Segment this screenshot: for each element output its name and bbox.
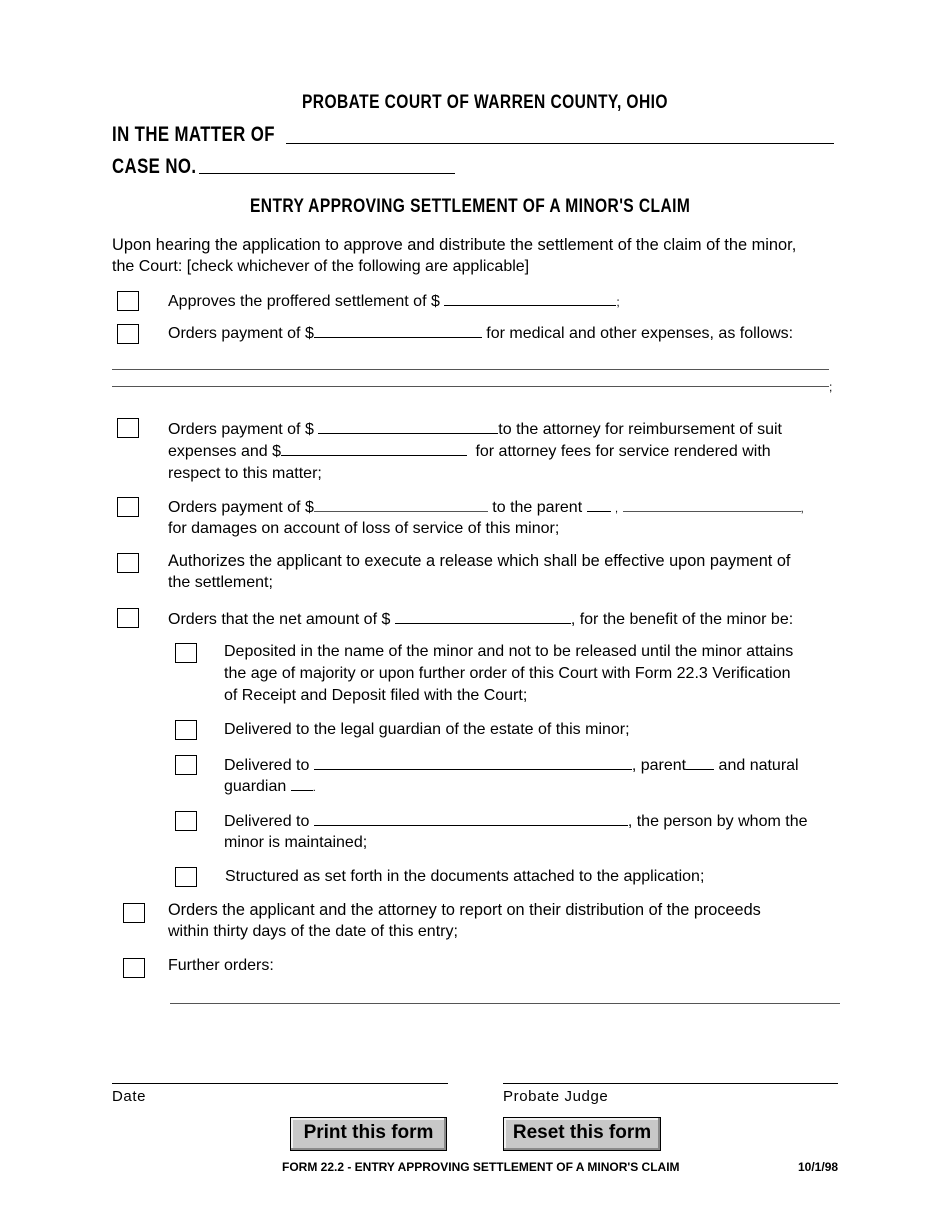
approve-prefix: Approves the proffered settlement of $ — [168, 293, 440, 310]
maintainer-prefix: Delivered to — [224, 813, 310, 830]
parent-l1-end: , — [800, 503, 804, 515]
case-label: CASE NO. — [112, 155, 197, 178]
medical-details-line-1[interactable] — [112, 369, 829, 370]
settlement-amount-field[interactable] — [444, 292, 616, 306]
parent-designation-field[interactable] — [587, 498, 611, 512]
guardian-prefix: guardian — [224, 778, 287, 795]
deposited-line-2: the age of majority or upon further order of this Court with Form 22.3 Verification — [224, 665, 791, 682]
matter-field[interactable] — [286, 143, 834, 144]
document-title: ENTRY APPROVING SETTLEMENT OF A MINOR'S CLAIM — [250, 196, 691, 217]
intro-line-2: the Court: [check whichever of the following are applicable] — [112, 258, 530, 275]
attorney-l1-prefix: Orders payment of $ — [168, 421, 314, 438]
parent-payment-checkbox[interactable] — [117, 497, 139, 517]
parent-l1-prefix: Orders payment of $ — [168, 499, 314, 516]
attorney-line-1 — [168, 419, 782, 441]
further-orders-label: Further orders: — [168, 957, 274, 974]
net-prefix: Orders that the net amount of $ — [168, 611, 391, 628]
parent-damages-amount-field[interactable] — [314, 498, 488, 512]
net-suffix: , for the benefit of the minor be: — [570, 611, 794, 628]
print-form-button[interactable]: Print this form — [290, 1117, 447, 1151]
delivered-maintainer-line-1 — [224, 811, 807, 833]
legal-guardian-text: Delivered to the legal guardian of the estate of this minor; — [224, 721, 630, 738]
date-signature-line[interactable] — [112, 1083, 448, 1084]
delivered-parent-line-1 — [224, 755, 799, 777]
reset-form-button[interactable]: Reset this form — [503, 1117, 661, 1151]
delivered-parent-name-field[interactable] — [314, 756, 632, 770]
delivered-parent-line-2 — [224, 776, 316, 799]
delivered-parent-mid: , parent — [631, 757, 687, 774]
attorney-line-3: respect to this matter; — [168, 465, 322, 482]
attorney-payment-checkbox[interactable] — [117, 418, 139, 438]
judge-signature-line[interactable] — [503, 1083, 838, 1084]
structured-checkbox[interactable] — [175, 867, 197, 887]
net-amount-checkbox[interactable] — [117, 608, 139, 628]
structured-text: Structured as set forth in the documents attached to the application; — [225, 868, 705, 885]
parent-line-2: for damages on account of loss of service of this minor; — [168, 520, 560, 537]
medical-suffix: for medical and other expenses, as follows: — [486, 325, 794, 342]
further-orders-checkbox[interactable] — [123, 958, 145, 978]
suit-expenses-amount-field[interactable] — [318, 420, 498, 434]
release-checkbox[interactable] — [117, 553, 139, 573]
parent-line-1 — [168, 497, 804, 520]
attorney-l2-suffix: for attorney fees for service rendered with — [475, 443, 771, 460]
medical-expenses-checkbox[interactable] — [117, 324, 139, 344]
case-number-field[interactable] — [199, 173, 455, 174]
deposited-line-3: of Receipt and Deposit filed with the Court; — [224, 687, 528, 704]
footer-form-date: 10/1/98 — [798, 1160, 839, 1174]
report-line-2: within thirty days of the date of this entry; — [168, 923, 458, 940]
date-label: Date — [112, 1088, 147, 1105]
further-orders-field[interactable] — [170, 1003, 840, 1004]
deposited-line-1: Deposited in the name of the minor and not to be released until the minor attains — [224, 643, 794, 660]
attorney-fees-amount-field[interactable] — [281, 442, 467, 456]
attorney-line-2 — [168, 441, 771, 463]
court-title: PROBATE COURT OF WARREN COUNTY, OHIO — [302, 92, 668, 113]
maintainer-name-field[interactable] — [314, 812, 628, 826]
maintainer-suffix: , the person by whom the — [627, 813, 808, 830]
approve-settlement-text — [168, 291, 620, 313]
attorney-l1-suffix: to the attorney for reimbursement of suit — [498, 421, 782, 438]
medical-details-line-2[interactable] — [112, 386, 829, 387]
guardian-role-field[interactable] — [291, 777, 313, 791]
delivered-maintainer-checkbox[interactable] — [175, 811, 197, 831]
parent-role-field[interactable] — [686, 756, 714, 770]
attorney-l2-prefix: expenses and $ — [168, 443, 281, 460]
net-amount-field[interactable] — [395, 610, 571, 624]
medical-prefix: Orders payment of $ — [168, 325, 314, 342]
delivered-maintainer-line-2: minor is maintained; — [224, 834, 368, 851]
deposited-checkbox[interactable] — [175, 643, 197, 663]
net-amount-text — [168, 609, 793, 631]
parent-l1-comma: , — [615, 503, 619, 515]
release-line-1: Authorizes the applicant to execute a release which shall be effective upon payment of — [168, 552, 791, 570]
delivered-parent-prefix: Delivered to — [224, 757, 310, 774]
footer-form-title: FORM 22.2 - ENTRY APPROVING SETTLEMENT OF A MINOR'S CLAIM — [282, 1160, 680, 1174]
guardian-end: . — [312, 782, 316, 794]
approve-suffix: ; — [616, 295, 620, 309]
report-line-1: Orders the applicant and the attorney to report on their distribution of the proceeds — [168, 901, 761, 919]
report-checkbox[interactable] — [123, 903, 145, 923]
parent-name-field[interactable] — [623, 498, 801, 512]
delivered-parent-suffix: and natural — [718, 757, 799, 774]
medical-details-end: ; — [829, 380, 833, 394]
medical-expenses-text — [168, 323, 793, 345]
delivered-parent-checkbox[interactable] — [175, 755, 197, 775]
release-line-2: the settlement; — [168, 574, 273, 591]
judge-label: Probate Judge — [503, 1088, 609, 1105]
matter-label: IN THE MATTER OF — [112, 123, 275, 146]
legal-guardian-checkbox[interactable] — [175, 720, 197, 740]
medical-amount-field[interactable] — [314, 324, 482, 338]
approve-settlement-checkbox[interactable] — [117, 291, 139, 311]
parent-l1-mid: to the parent — [492, 499, 583, 516]
intro-line-1: Upon hearing the application to approve and distribute the settlement of the claim of the minor, — [112, 236, 797, 254]
